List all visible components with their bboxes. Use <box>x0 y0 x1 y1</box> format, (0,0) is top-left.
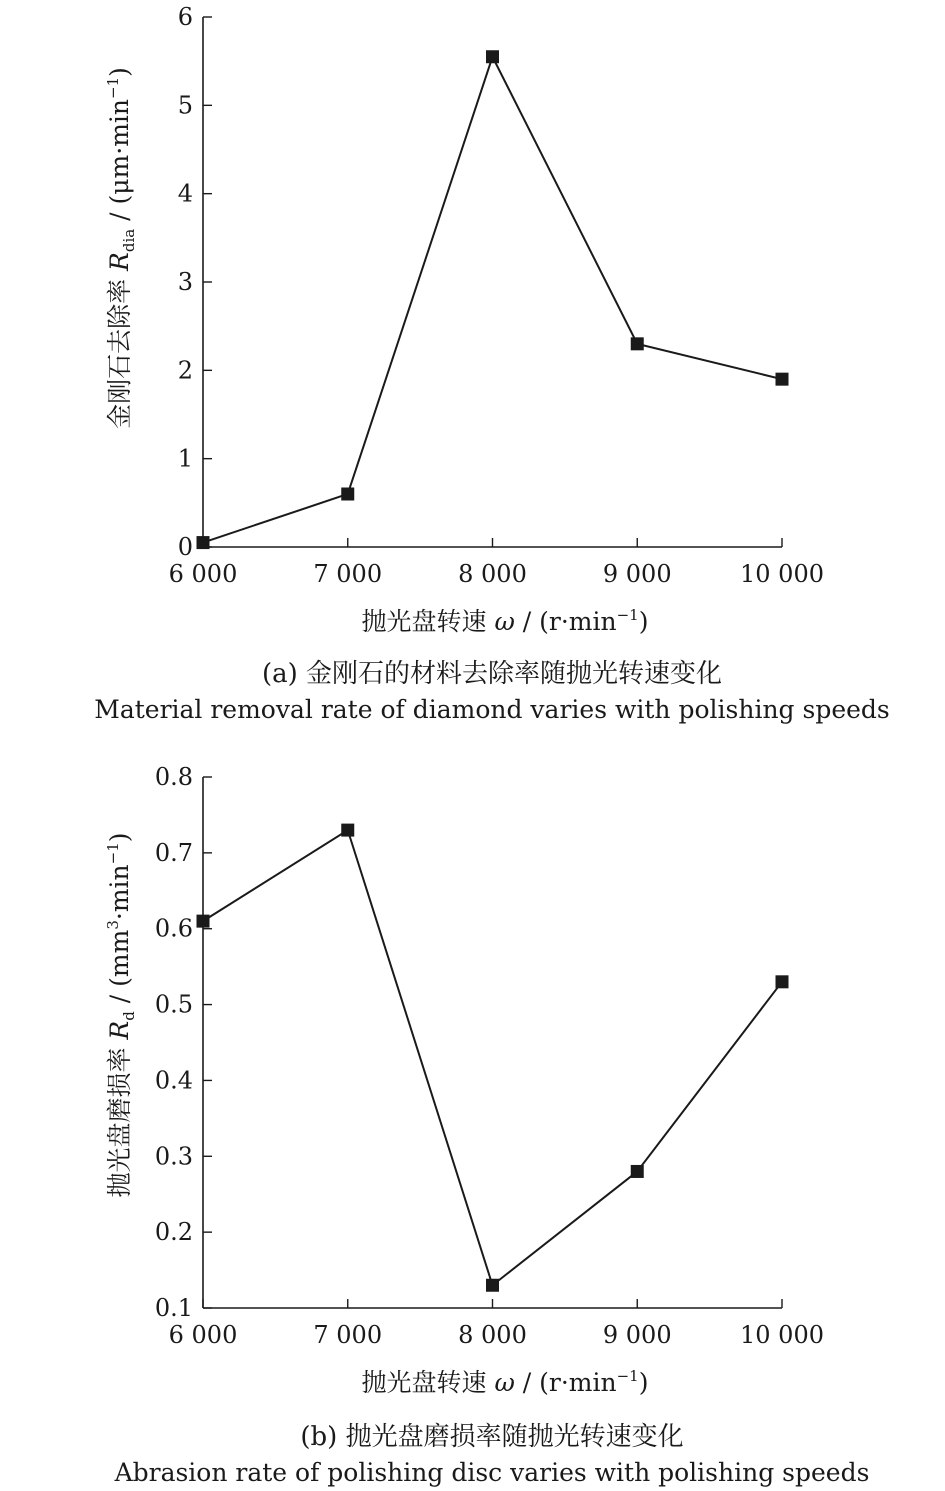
chart-b-data-point <box>341 824 354 837</box>
chart-b-xticks <box>169 1299 824 1349</box>
chart-a-data-point <box>486 50 499 63</box>
chart-b-x-tick-label: 6 000 <box>168 1321 238 1349</box>
chart-a-y-tick-label: 1 <box>177 444 193 473</box>
chart-b-y-tick-label: 0.3 <box>154 1142 193 1171</box>
chart-b-xlabel: 抛光盘转速 $\omega / (r\cdot\min^{-1})$ <box>361 1367 649 1397</box>
chart-b-x-tick-label: 10 000 <box>740 1321 824 1349</box>
chart-b-x-tick-label: 7 000 <box>313 1321 383 1349</box>
chart-b-ylabel: 抛光盘磨损率 $R_d / (mm^3\cdot\min^{-1})$ <box>104 832 138 1198</box>
chart-b-y-tick-label: 0.2 <box>154 1218 193 1247</box>
chart-b-data-point <box>486 1279 499 1292</box>
chart-a-data-point <box>631 337 644 350</box>
chart-a-axes <box>203 17 782 547</box>
chart-b-y-tick-label: 0.7 <box>154 838 193 867</box>
chart-b-y-tick-label: 0.6 <box>154 914 193 943</box>
chart-a-y-tick-label: 5 <box>177 91 193 120</box>
chart-a-series-line <box>203 57 782 543</box>
chart-a-caption-en: Material removal rate of diamond varies with polishing speeds <box>94 695 890 724</box>
chart-a-series <box>197 50 789 549</box>
chart-a-x-tick-label: 10 000 <box>740 560 824 588</box>
chart-b-axes <box>203 777 782 1308</box>
chart-a-ylabel: 金刚石去除率 $R_{dia} / (\mu m\cdot\min^{-1})$ <box>104 67 138 429</box>
chart-b-y-tick-label: 0.8 <box>154 763 193 791</box>
chart-b-y-tick-label: 0.5 <box>154 990 193 1019</box>
chart-b-data-point <box>631 1165 644 1178</box>
chart-a-x-tick-label: 9 000 <box>602 560 672 588</box>
chart-a-xlabel: 抛光盘转速 $\omega / (r\cdot\min^{-1})$ <box>361 606 649 636</box>
chart-a-data-point <box>197 536 210 549</box>
chart-b-y-tick-label: 0.1 <box>154 1294 193 1322</box>
chart-a-y-tick-label: 6 <box>177 3 193 31</box>
chart-a-y-tick-label: 2 <box>177 356 193 385</box>
chart-b-y-tick-label: 0.4 <box>154 1066 193 1095</box>
chart-a-xticks <box>169 538 824 588</box>
chart-a-caption: (a) 金刚石的材料去除率随抛光转速变化 <box>261 659 723 689</box>
chart-a-y-tick-label: 4 <box>177 179 193 208</box>
chart-a-yticks <box>178 3 212 561</box>
chart-b-data-point <box>776 975 789 988</box>
chart-a-x-tick-label: 7 000 <box>313 560 383 588</box>
chart-b-x-tick-label: 8 000 <box>458 1321 527 1349</box>
chart-b <box>104 763 869 1487</box>
chart-a-y-tick-label: 0 <box>177 533 193 561</box>
chart-a-y-tick-label: 3 <box>177 268 193 296</box>
chart-b-series-line <box>203 830 782 1285</box>
chart-a-x-tick-label: 8 000 <box>458 560 527 588</box>
chart-a-data-point <box>776 373 789 386</box>
chart-b-caption-en: Abrasion rate of polishing disc varies with polishing speeds <box>114 1458 870 1487</box>
chart-b-data-point <box>197 915 210 928</box>
chart-a-data-point <box>341 488 354 501</box>
chart-b-caption: (b) 抛光盘磨损率随抛光转速变化 <box>300 1422 684 1452</box>
chart-a-x-tick-label: 6 000 <box>168 560 238 588</box>
chart-b-series <box>197 824 789 1292</box>
chart-b-x-tick-label: 9 000 <box>602 1321 672 1349</box>
chart-a <box>94 3 890 724</box>
